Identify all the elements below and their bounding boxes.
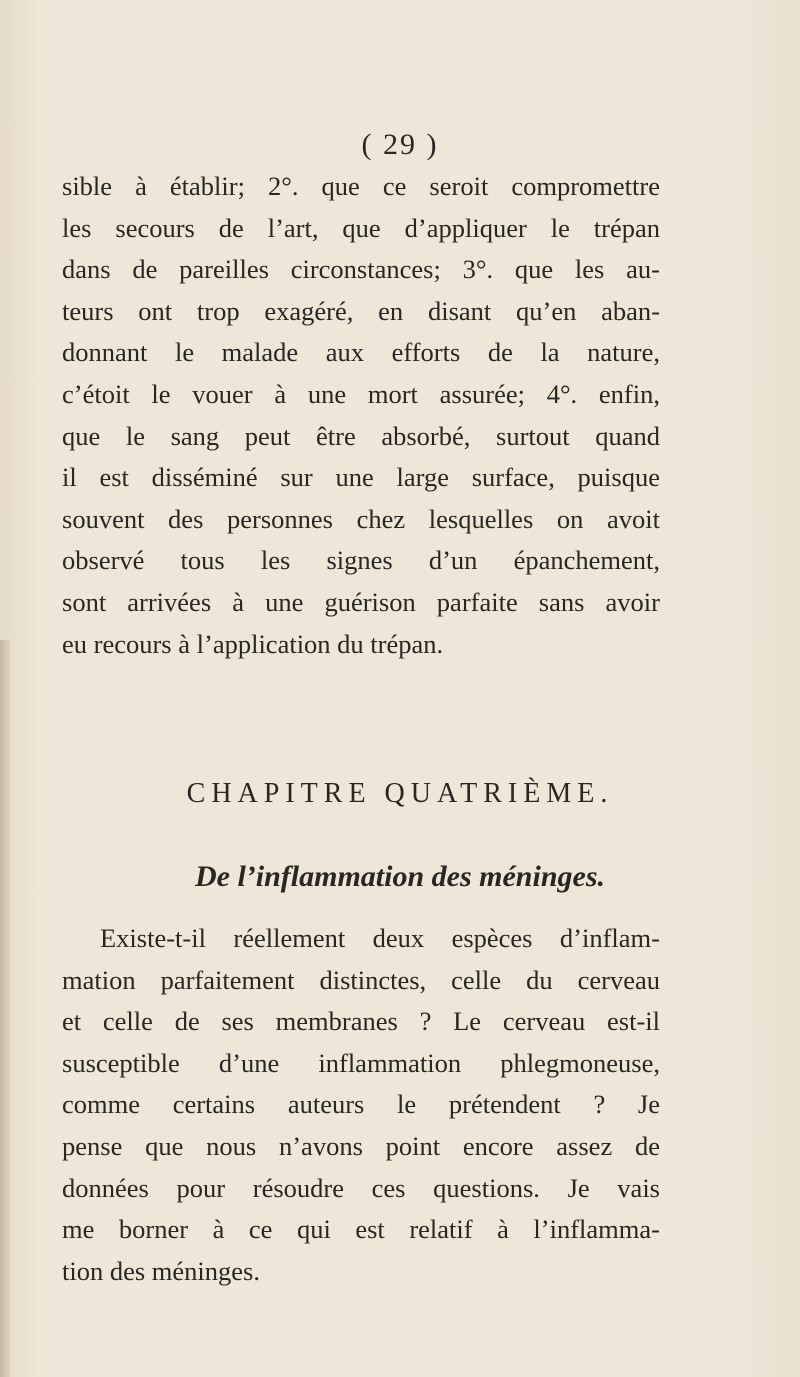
text-line: eu recours à l’application du trépan.: [62, 628, 444, 659]
chapter-heading: CHAPITRE QUATRIÈME.: [186, 778, 614, 809]
text-line: me borner à ce qui est relatif à l’inflamma-: [62, 1214, 660, 1245]
text-line: souvent des personnes chez lesquelles on avoit: [62, 503, 660, 534]
text-line: teurs ont trop exagéré, en disant qu’en aban-: [62, 295, 660, 326]
text-line: Existe-t-il réellement deux espèces d’inflam-: [100, 923, 660, 953]
text-line: et celle de ses membranes ? Le cerveau est-il: [62, 1006, 660, 1037]
text-line: sont arrivées à une guérison parfaite sans avoir: [62, 586, 660, 617]
text-line: dans de pareilles circonstances; 3°. que les au-: [62, 254, 660, 285]
text-line: sible à établir; 2°. que ce seroit compromettre: [62, 171, 660, 201]
paragraph-2: [62, 918, 660, 1292]
paragraph-1: [62, 166, 660, 665]
text-line: les secours de l’art, que d’appliquer le trépan: [62, 212, 660, 243]
text-line: mation parfaitement distinctes, celle du cerveau: [62, 964, 660, 995]
text-line: observé tous les signes d’un épanchement,: [62, 545, 660, 576]
text-line: comme certains auteurs le prétendent ? Je: [62, 1089, 660, 1120]
text-line: pense que nous n’avons point encore assez de: [62, 1130, 660, 1161]
text-line: donnant le malade aux efforts de la nature,: [62, 337, 660, 368]
text-line: que le sang peut être absorbé, surtout quand: [62, 420, 660, 451]
text-line: susceptible d’une inflammation phlegmoneuse,: [62, 1047, 660, 1078]
section-title: De l’inflammation des méninges.: [194, 860, 605, 893]
page-binding-edge: [0, 640, 10, 1377]
page-number: ( 29 ): [361, 128, 439, 161]
text-line: données pour résoudre ces questions. Je vais: [62, 1172, 660, 1203]
text-line: c’étoit le vouer à une mort assurée; 4°. enfin,: [62, 378, 660, 409]
text-line: tion des méninges.: [62, 1255, 260, 1286]
text-line: il est disséminé sur une large surface, puisque: [62, 462, 660, 493]
